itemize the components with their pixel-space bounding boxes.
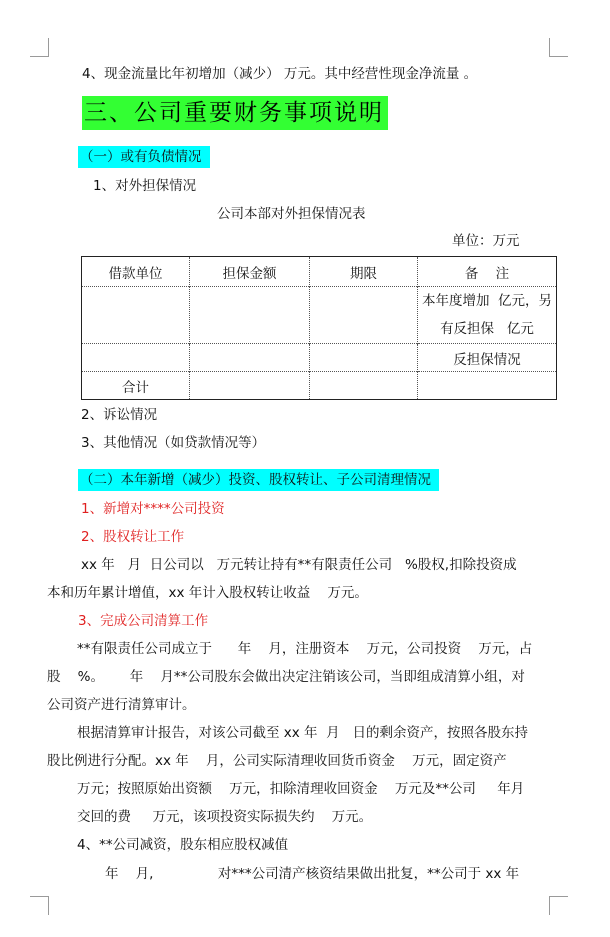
header-amount: 担保金额 (190, 257, 310, 287)
table-total-row (82, 372, 557, 400)
item-litigation: 2、诉讼情况 (81, 407, 158, 423)
paragraph-line: 公司资产进行清算审计。 (47, 697, 196, 713)
table-cell (190, 372, 310, 400)
corner-mark-bottom-left (30, 896, 49, 915)
subsection-label: （二）本年新增（减少）投资、股权转让、子公司清理情况 (78, 469, 439, 491)
guarantee-table (81, 256, 557, 400)
subsection-contingent-liabilities (78, 147, 210, 167)
subsection-investments (78, 470, 439, 490)
table-title: 公司本部对外担保情况表 (217, 206, 366, 222)
total-label: 合计 (82, 372, 190, 400)
paragraph-line: 交回的费 万元，该项投资实际损失约 万元。 (77, 809, 373, 825)
table-header-row (82, 257, 557, 287)
subsection-label: （一）或有负债情况 (78, 146, 210, 168)
table-cell (190, 344, 310, 372)
table-row (82, 287, 557, 344)
table-cell (82, 287, 190, 344)
item-external-guarantee: 1、对外担保情况 (93, 178, 197, 194)
header-term: 期限 (310, 257, 418, 287)
red-item-new-investment: 1、新增对****公司投资 (81, 501, 225, 517)
corner-mark-bottom-right (549, 896, 568, 915)
table-row (82, 344, 557, 372)
paragraph-line: 本和历年累计增值，xx 年计入股权转让收益 万元。 (47, 585, 368, 601)
table-cell (310, 372, 418, 400)
header-borrower: 借款单位 (108, 265, 163, 282)
item-capital-reduction: 4、**公司减资，股东相应股权减值 (77, 837, 289, 853)
paragraph-line: 股 %。 年 月**公司股东会做出决定注销该公司，当即组成清算小组，对 (47, 669, 525, 685)
unit-label: 单位：万元 (452, 233, 520, 249)
paragraph-line: 股比例进行分配。xx 年 月，公司实际清理收回货币资金 万元，固定资产 (47, 753, 507, 769)
corner-mark-top-right (549, 38, 568, 57)
table-cell (82, 344, 190, 372)
paragraph-line: **有限责任公司成立于 年 月，注册资本 万元，公司投资 万元，占 (77, 641, 533, 657)
note-line-1: 本年度增加 亿元，另 (421, 293, 553, 309)
table-cell (190, 287, 310, 344)
paragraph-line: 年 月, 对***公司清产核资结果做出批复，**公司于 xx 年 (105, 866, 520, 882)
paragraph-line: 万元；按照原始出资额 万元，扣除清理收回资金 万元及**公司 年月 (77, 781, 525, 797)
table-cell (310, 344, 418, 372)
table-cell (418, 372, 557, 400)
red-item-liquidation: 3、完成公司清算工作 (78, 613, 209, 629)
paragraph-line: xx 年 月 日公司以 万元转让持有**有限责任公司 %股权,扣除投资成 (81, 557, 517, 573)
note-cell-increase (418, 287, 557, 344)
table-cell (310, 287, 418, 344)
corner-mark-top-left (30, 38, 49, 57)
note-cell-counter-guarantee: 反担保情况 (418, 344, 557, 372)
item-other: 3、其他情况（如贷款情况等） (81, 435, 266, 451)
paragraph-line: 根据清算审计报告，对该公司截至 xx 年 月 日的剩余资产，按照各股东持 (77, 725, 529, 741)
section-heading: 三、公司重要财务事项说明 (82, 96, 388, 130)
red-item-equity-transfer: 2、股权转让工作 (81, 529, 185, 545)
cash-flow-line: 4、现金流量比年初增加（减少） 万元。其中经营性现金净流量 。 (82, 66, 478, 82)
header-note: 备 注 (418, 257, 557, 287)
note-line-2: 有反担保 亿元 (440, 321, 534, 337)
